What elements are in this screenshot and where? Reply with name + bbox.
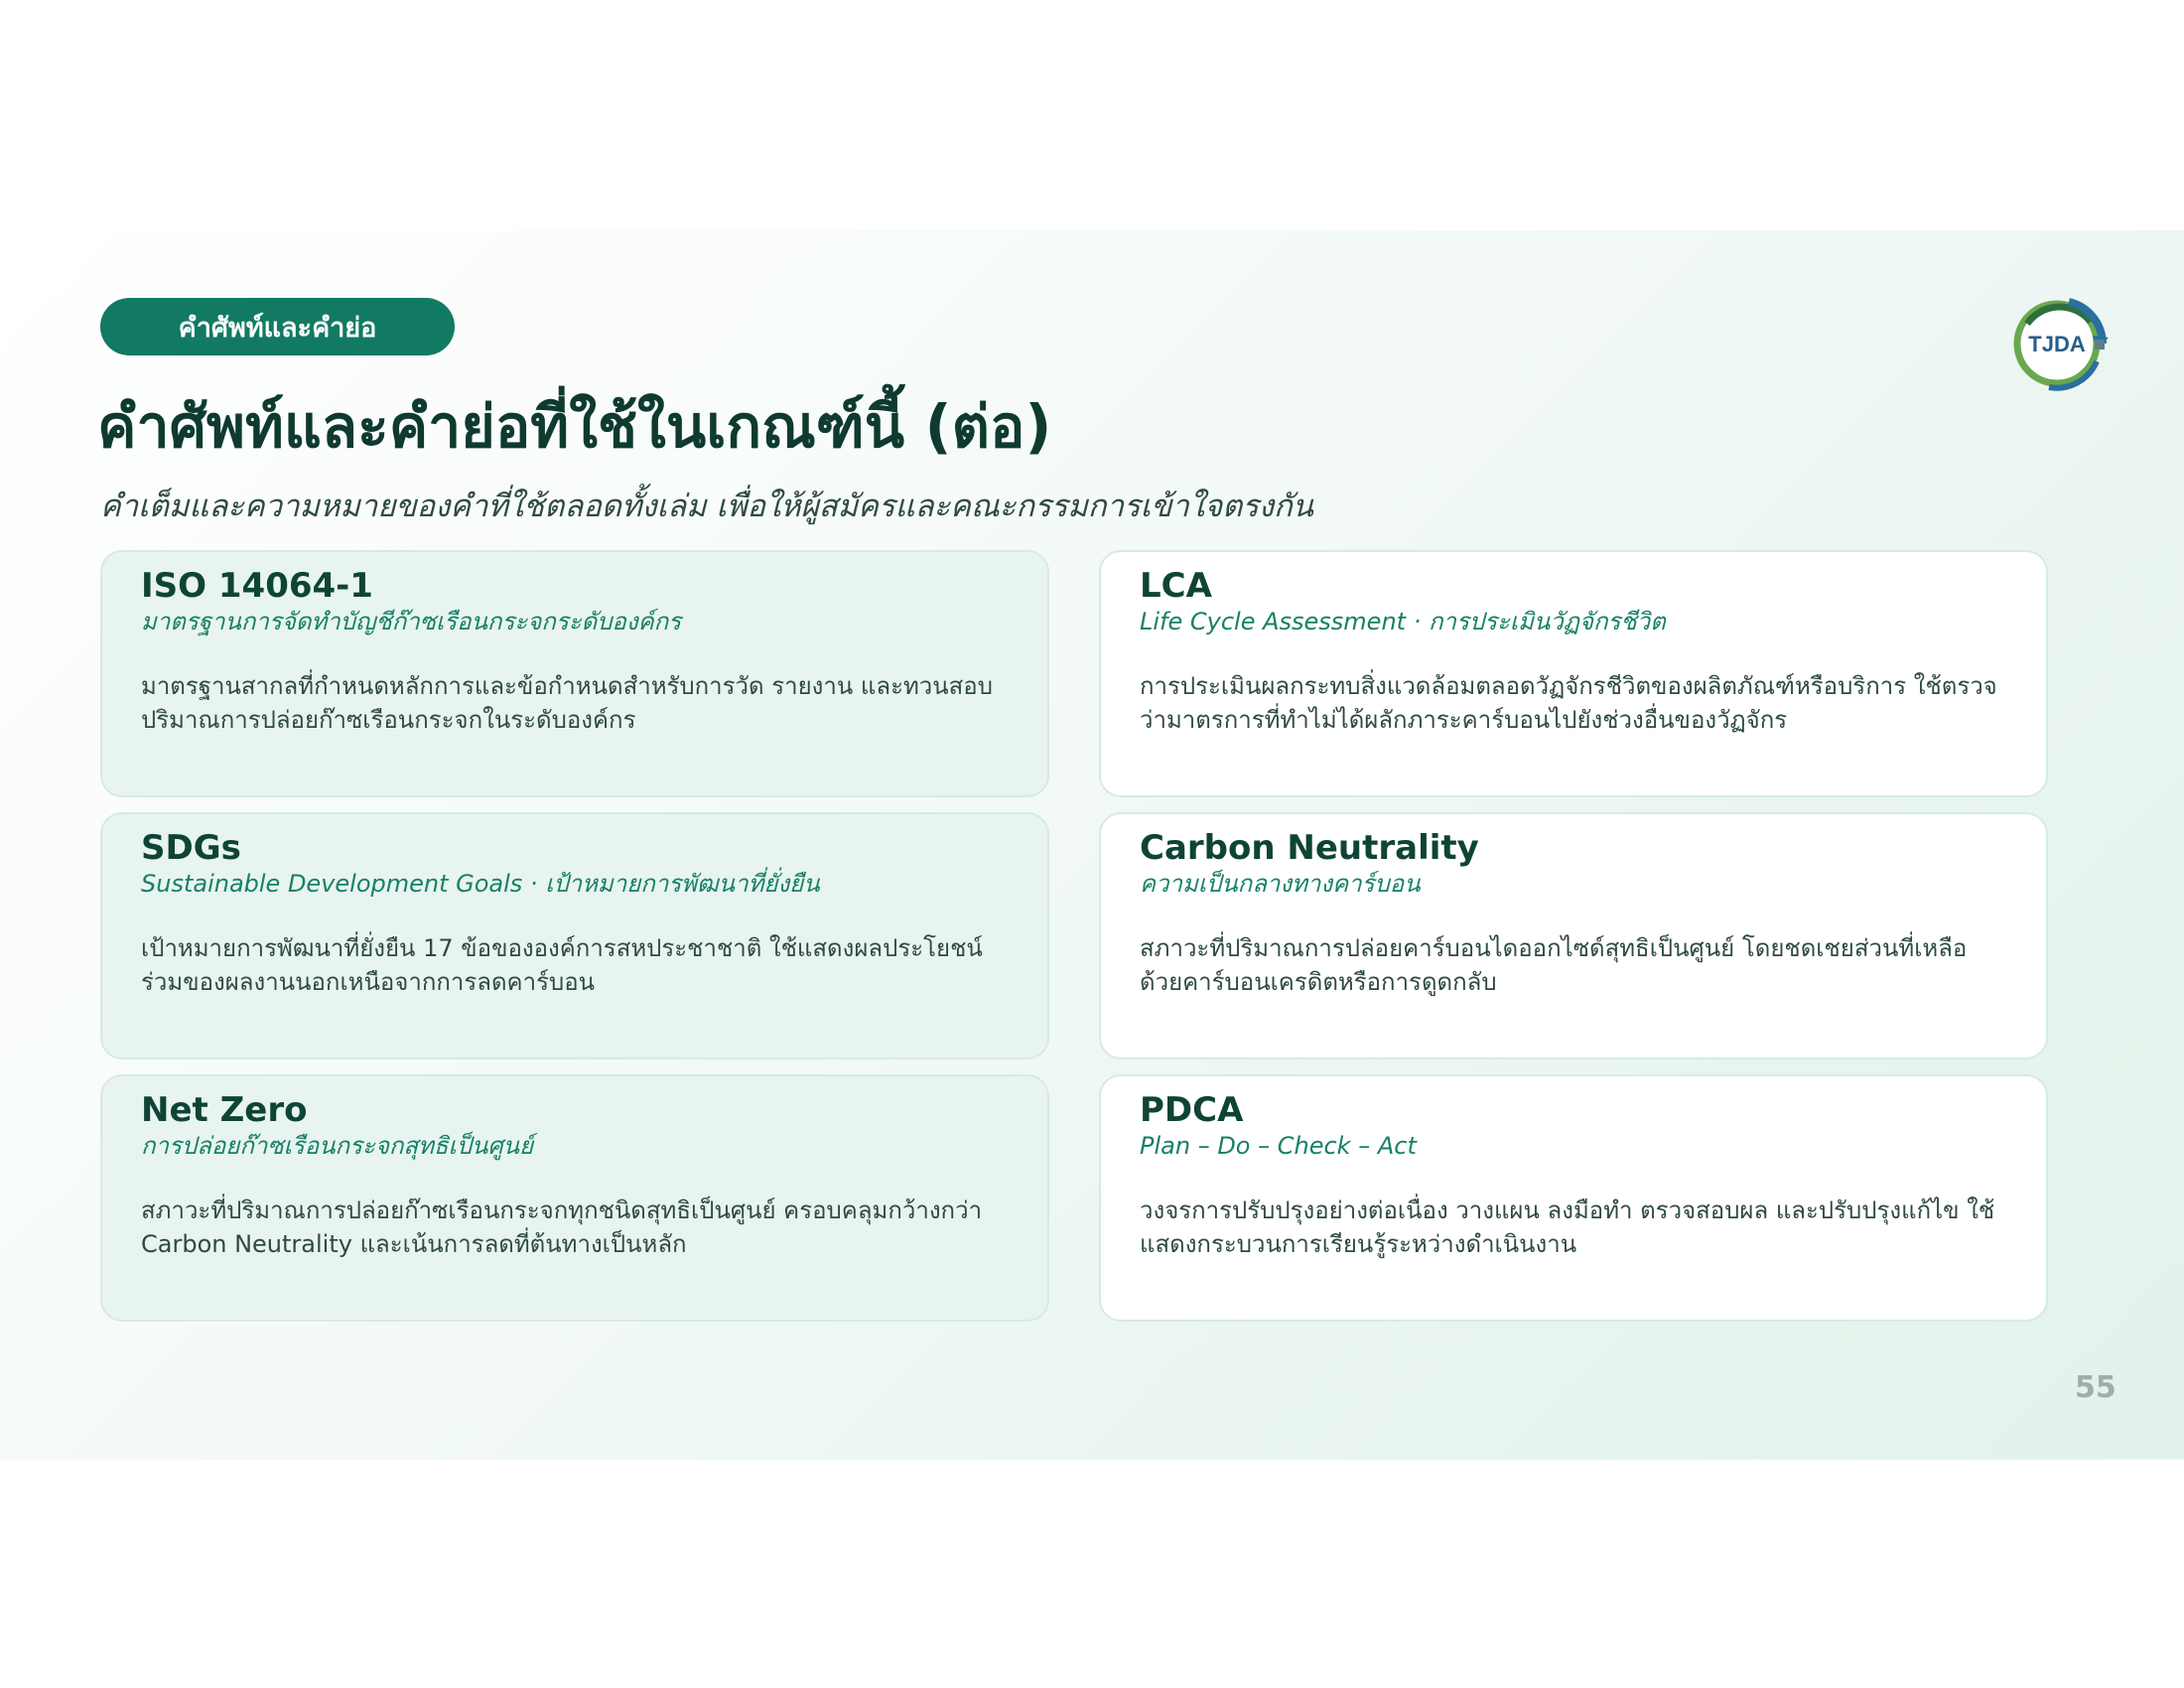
term-title: SDGs	[141, 828, 241, 868]
term-title: Net Zero	[141, 1090, 308, 1130]
term-title: ISO 14064-1	[141, 566, 373, 606]
term-description: สภาวะที่ปริมาณการปล่อยคาร์บอนไดออกไซด์สุทธิเป็นศูนย์ โดยชดเชยส่วนที่เหลือด้วยคาร์บอนเครดิตหรือการดูดกลับ	[1140, 933, 1968, 996]
term-title: LCA	[1140, 566, 1212, 606]
term-card-iso14064	[100, 550, 1049, 797]
term-description: สภาวะที่ปริมาณการปล่อยก๊าซเรือนกระจกทุกชนิดสุทธิเป็นศูนย์ ครอบคลุมกว้างกว่า Carbon Neutrality และเน้นการลดที่ต้นทางเป็นหลัก	[141, 1196, 983, 1258]
tjda-award-logo-icon	[2009, 292, 2109, 391]
term-card-carbon-neutrality	[1099, 812, 2048, 1059]
page-number: 55	[2075, 1370, 2116, 1405]
term-description: เป้าหมายการพัฒนาที่ยั่งยืน 17 ข้อขององค์การสหประชาชาติ ใช้แสดงผลประโยชน์ร่วมของผลงานนอกเหนือจากการลดคาร์บอน	[141, 933, 983, 996]
section-tag: คำศัพท์และคำย่อ	[100, 298, 455, 355]
page-title: คำศัพท์และคำย่อที่ใช้ในเกณฑ์นี้ (ต่อ)	[97, 392, 1052, 461]
term-grid	[100, 550, 2048, 1354]
term-description: มาตรฐานสากลที่กำหนดหลักการและข้อกำหนดสำหรับการวัด รายงาน และทวนสอบปริมาณการปล่อยก๊าซเรือนกระจกในระดับองค์กร	[141, 671, 993, 734]
logo-text: TJDA	[2028, 332, 2086, 356]
term-subtitle: ความเป็นกลางทางคาร์บอน	[1140, 869, 1421, 898]
term-card-lca	[1099, 550, 2048, 797]
term-description: การประเมินผลกระทบสิ่งแวดล้อมตลอดวัฏจักรชีวิตของผลิตภัณฑ์หรือบริการ ใช้ตรวจว่ามาตรการที่ทำไม่ได้ผลักภาระคาร์บอนไปยังช่วงอื่นของวัฏจักร	[1140, 671, 1997, 734]
term-subtitle: Life Cycle Assessment · การประเมินวัฏจักรชีวิต	[1140, 607, 1666, 635]
page-subtitle: คำเต็มและความหมายของคำที่ใช้ตลอดทั้งเล่ม เพื่อให้ผู้สมัครและคณะกรรมการเข้าใจตรงกัน	[100, 489, 1314, 524]
term-subtitle: Sustainable Development Goals · เป้าหมายการพัฒนาที่ยั่งยืน	[141, 869, 820, 898]
term-card-sdgs	[100, 812, 1049, 1059]
term-card-net-zero	[100, 1074, 1049, 1322]
term-card-pdca	[1099, 1074, 2048, 1322]
term-subtitle: มาตรฐานการจัดทำบัญชีก๊าซเรือนกระจกระดับองค์กร	[141, 607, 682, 635]
term-subtitle: การปล่อยก๊าซเรือนกระจกสุทธิเป็นศูนย์	[141, 1131, 534, 1160]
term-title: PDCA	[1140, 1090, 1244, 1130]
term-description: วงจรการปรับปรุงอย่างต่อเนื่อง วางแผน ลงมือทำ ตรวจสอบผล และปรับปรุงแก้ไข ใช้แสดงกระบวนการเรียนรู้ระหว่างดำเนินงาน	[1140, 1196, 1995, 1258]
term-subtitle: Plan – Do – Check – Act	[1140, 1131, 1417, 1160]
term-title: Carbon Neutrality	[1140, 828, 1479, 868]
slide	[0, 230, 2184, 1460]
